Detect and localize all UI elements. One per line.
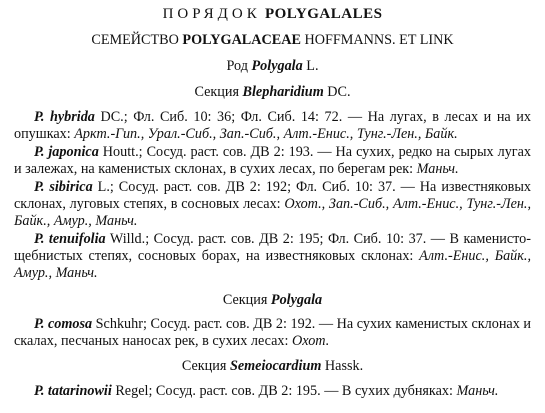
section-prefix: Секция [181,358,227,374]
section-author: DC. [327,84,351,100]
species-name: P. hybrida [34,109,95,125]
family-author: HOFFMANNS. ET LINK [304,32,454,48]
order-prefix: ПОРЯДОК [162,6,261,22]
section-name: Blepharidium [242,84,324,100]
section-author: Hassk. [324,358,364,374]
section-heading-polygala [14,292,531,309]
family-prefix: СЕМЕЙСТВО [91,32,179,48]
species-name: P. sibirica [34,179,93,195]
genus-heading [14,58,531,75]
family-name: POLYGALACEAE [182,32,301,48]
species-regions: Маньч. [416,161,459,177]
species-regions: Маньч. [456,383,499,399]
species-entry [14,316,531,350]
species-name: P. comosa [34,316,93,332]
genus-prefix: Род [226,58,248,74]
genus-author: L. [306,58,319,74]
order-name: POLYGALALES [264,6,383,22]
species-entry [14,109,531,143]
species-regions: Аркт.-Гип., Урал.-Сиб., Зап.-Сиб., Алт.-Енис., Тунг.-Лен., Байк. [74,126,458,142]
species-refs: ; Сосуд. раст. сов. ДВ 2: 192. — На сухих каменистых склонах и скалах, песчаных наносах рек, в сухих лесах: [14,316,531,349]
species-entry [14,231,531,282]
species-author: Willd. [109,231,146,247]
species-regions: Охот., Зап.-Сиб., Алт.-Енис., Тунг.-Лен., Байк., Амур., Маньч. [14,196,532,229]
species-author: L. [97,179,110,195]
species-name: P. tenuifolia [34,231,106,247]
order-heading [14,6,531,23]
section-name: Polygala [270,292,323,308]
species-regions: Алт.-Енис., Байк., Амур., Маньч. [14,248,531,281]
species-refs: ; Сосуд. раст. сов. ДВ 2: 195. — В сухих дубняках: [148,383,457,399]
species-author: DC. [100,109,124,125]
family-heading [14,32,531,49]
species-refs: ; Сосуд. раст. сов. ДВ 2: 193. — На сухих, редко на сырых лугах и залежах, на каменистых склонах, в сухих лесах, по берегам рек: [14,144,531,177]
species-regions: Охот. [292,333,330,349]
species-entry [14,383,531,400]
species-refs: ; Сосуд. раст. сов. ДВ 2: 192; Фл. Сиб. 10: 37. — На известняковых склонах, луговых степях, в сосновых лесах: [14,179,531,212]
species-entry [14,179,531,230]
section-prefix: Секция [222,292,268,308]
section-name: Semeiocardium [229,358,322,374]
species-refs: ; Сосуд. раст. сов. ДВ 2: 195; Фл. Сиб. 10: 37. — В каменисто-щебнистых степях, сосновых борах, на известняковых склонах: [14,231,532,264]
species-name: P. tatarinowii [34,383,112,399]
genus-name: Polygala [251,58,303,74]
section-prefix: Секция [194,84,239,100]
section-heading-semeiocardium [14,358,531,375]
species-author: Schkuhr [95,316,143,332]
section-heading-blepharidium [14,84,531,101]
species-entry [14,144,531,178]
species-author: Regel [115,383,149,399]
species-name: P. japonica [34,144,99,160]
species-author: Houtt. [102,144,139,160]
species-refs: ; Фл. Сиб. 10: 36; Фл. Сиб. 14: 72. — На лугах, в лесах и на их опушках: [14,109,531,142]
